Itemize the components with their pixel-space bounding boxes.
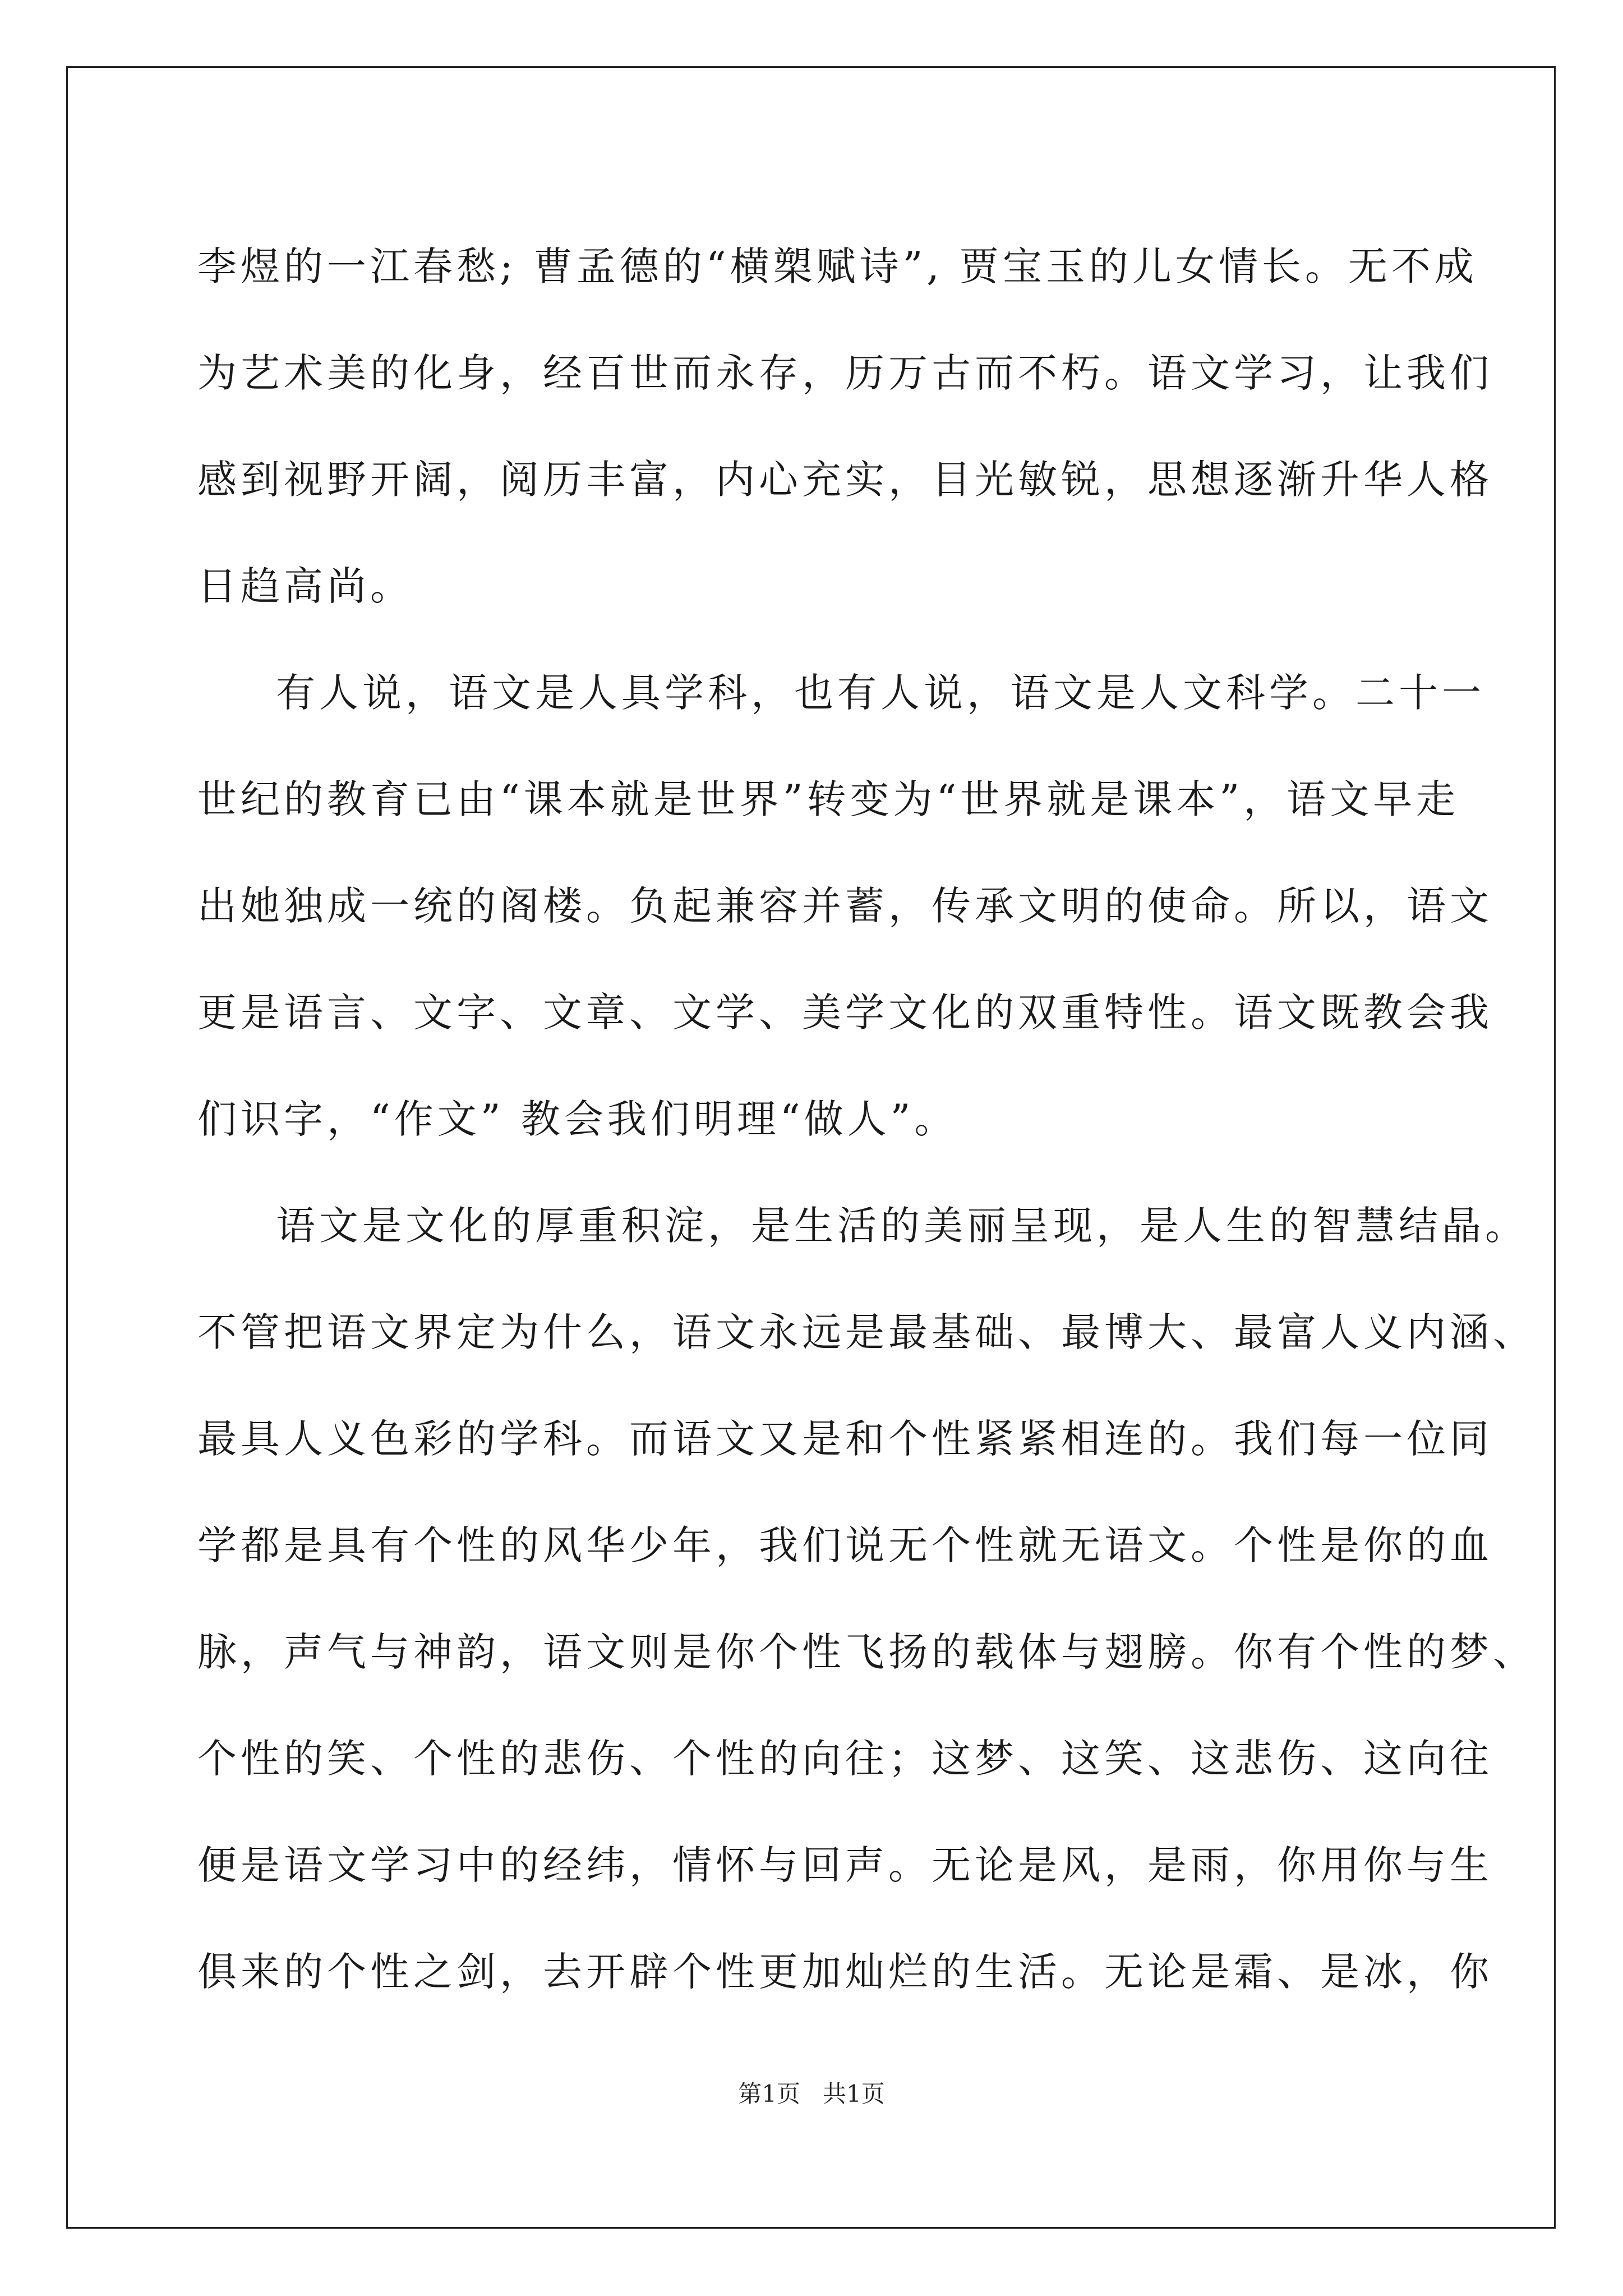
page-number: 第1页 — [738, 2080, 800, 2108]
text-line: 便是语文学习中的经纬，情怀与回声。无论是风，是雨，你用你与生 — [197, 1842, 1493, 1888]
text-line: 有人说，语文是人具学科，也有人说，语文是人文科学。二十一 — [276, 670, 1485, 716]
text-line: 感到视野开阔，阅历丰富，内心充实，目光敏锐，思想逐渐升华人格 — [197, 457, 1493, 503]
text-line: 李煜的一江春愁; 曹孟德的“横槊赋诗”, 贾宝玉的儿女情长。无不成 — [197, 243, 1478, 289]
page-footer — [0, 2076, 1623, 2109]
text-line: 脉，声气与神韵，语文则是你个性飞扬的载体与翅膀。你有个性的梦、 — [197, 1629, 1536, 1675]
text-line: 最具人义色彩的学科。而语文又是和个性紧紧相连的。我们每一位同 — [197, 1416, 1493, 1462]
text-line: 日趋高尚。 — [197, 563, 413, 609]
text-line: 们识字，“作文” 教会我们明理“做人”。 — [197, 1096, 958, 1142]
paragraph-1 — [197, 213, 1493, 639]
paragraph-3 — [197, 1172, 1536, 2025]
text-line: 更是语言、文字、文章、文学、美学文化的双重特性。语文既教会我 — [197, 990, 1493, 1036]
text-line: 个性的笑、个性的悲伤、个性的向往；这梦、这笑、这悲伤、这向往 — [197, 1736, 1493, 1782]
text-line: 为艺术美的化身，经百世而永存，历万古而不朽。语文学习，让我们 — [197, 350, 1493, 396]
text-line: 语文是文化的厚重积淀，是生活的美丽呈现，是人生的智慧结晶。 — [276, 1203, 1528, 1249]
text-line: 学都是具有个性的风华少年，我们说无个性就无语文。个性是你的血 — [197, 1522, 1493, 1568]
paragraph-2 — [197, 639, 1493, 1172]
page-total: 共1页 — [823, 2080, 885, 2108]
text-line: 出她独成一统的阁楼。负起兼容并蓄，传承文明的使命。所以，语文 — [197, 883, 1493, 929]
document-body — [197, 213, 1536, 2025]
text-line: 世纪的教育已由“课本就是世界”转变为“世界就是课本”，语文早走 — [197, 776, 1460, 822]
text-line: 不管把语文界定为什么，语文永远是最基础、最博大、最富人义内涵、 — [197, 1309, 1536, 1355]
text-line: 俱来的个性之剑，去开辟个性更加灿烂的生活。无论是霜、是冰，你 — [197, 1949, 1493, 1995]
